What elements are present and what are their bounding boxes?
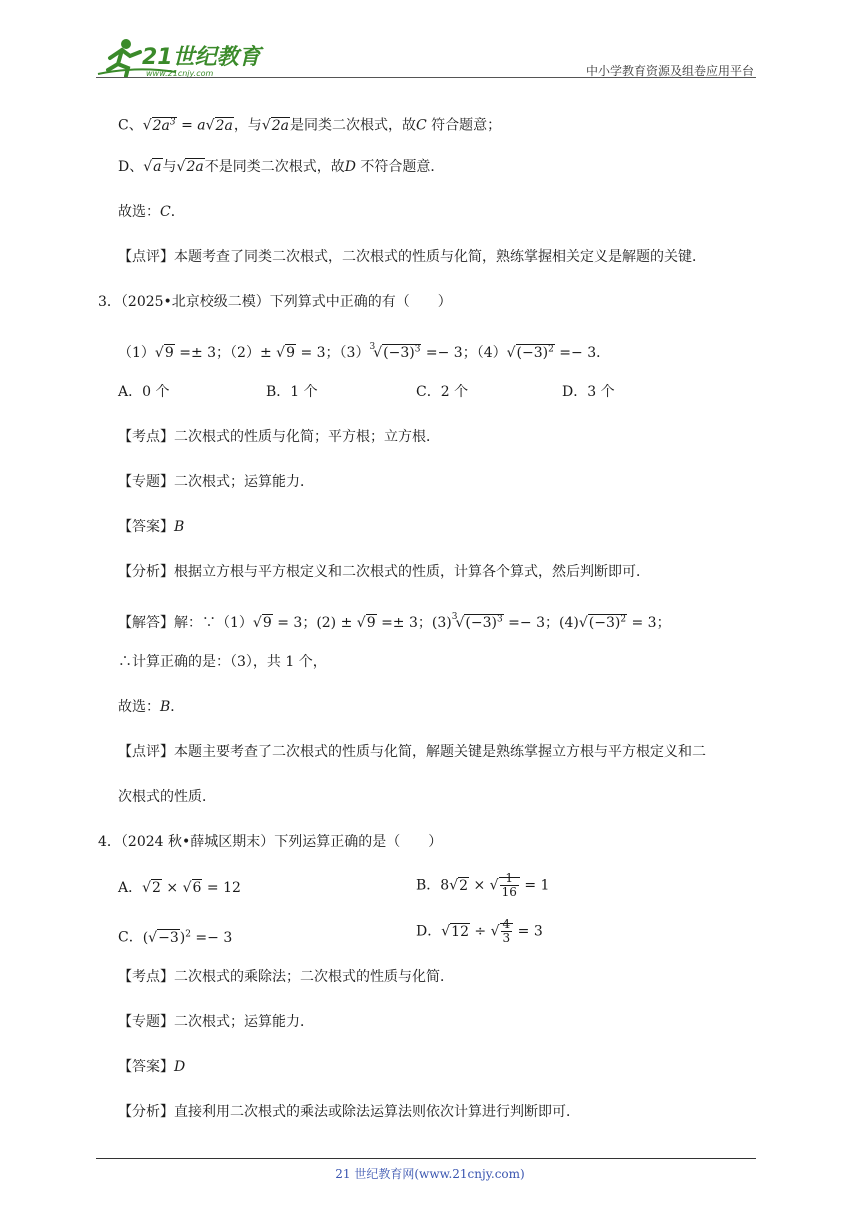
question-4-title: 4．（2024 秋•薛城区期末）下列运算正确的是（ ） [98, 834, 443, 850]
site-logo[interactable] [96, 36, 266, 80]
question-3-title: 3．（2025•北京校级二模）下列算式中正确的有（ ） [98, 294, 452, 310]
header-divider [96, 77, 756, 78]
comment-text-continued: 次根式的性质． [118, 789, 216, 805]
svg-text:21世纪教育: 21世纪教育 [142, 45, 261, 70]
analysis: 【分析】根据立方根与平方根定义和二次根式的性质，计算各个算式，然后判断即可． [118, 564, 650, 580]
answer: 【答案】D [118, 1059, 186, 1075]
question-3-items: （1）√9 =± 3；（2）± √9 = 3；$(3)^3√(-3)^3 =- 3$；$(4)√(-3)^2 =- 3$． [118, 342, 611, 361]
knowledge-point: 【考点】二次根式的性质与化简；平方根；立方根． [118, 429, 440, 445]
option-d: D．√12 ÷ √ $\frac{4}{3}$ = 3 [416, 917, 543, 945]
svg-text:www.21cnjy.com: www.21cnjy.com [146, 69, 214, 78]
choice-line: 故选：B． [118, 699, 185, 715]
comment-text: 【点评】本题主要考查了二次根式的性质与化简，解题关键是熟练掌握立方根与平方根定义和二 [118, 744, 706, 760]
option-b: B．8√2 × √ $\frac{1}{16}$ = 1 [416, 871, 550, 899]
analysis: 【分析】直接利用二次根式的乘法或除法运算法则依次计算进行判断即可． [118, 1104, 580, 1120]
comment-text: 【点评】本题考查了同类二次根式，二次根式的性质与化简，熟练掌握相关定义是解题的关键． [118, 249, 706, 265]
option-a: A．0 个 [118, 384, 170, 400]
math-expression: $√2a^3 = a√2a$ [142, 117, 233, 134]
option-d-explanation: D、√a与√2a不是同类二次根式，故D 不符合题意． [118, 159, 445, 175]
option-b: B．1 个 [266, 384, 318, 400]
choice-line: 故选：C． [118, 204, 185, 220]
platform-name: 中小学教育资源及组卷应用平台 [585, 64, 754, 78]
topic: 【专题】二次根式；运算能力． [118, 474, 314, 490]
footer-divider [96, 1158, 756, 1159]
solution: 【解答】解：∵（1）√9 = 3；(2) ± √9 =± 3；$(3)^3√(-3)^3 =- 3$；$(4)√(-3)^2 = 3$； [118, 612, 671, 631]
option-c: C．2 个 [416, 384, 469, 400]
option-c-explanation: C、$√2a^3 = a√2a$，与√2a是同类二次根式，故C 符合题意； [118, 117, 502, 134]
option-c: C．$(√-3)^2 =- 3$ [118, 929, 233, 946]
knowledge-point: 【考点】二次根式的乘除法；二次根式的性质与化简． [118, 969, 454, 985]
solution-result: ∴计算正确的是：（3），共 1 个， [118, 654, 327, 670]
answer: 【答案】B [118, 519, 185, 535]
runner-icon [96, 36, 266, 80]
topic: 【专题】二次根式；运算能力． [118, 1014, 314, 1030]
option-d: D．3 个 [562, 384, 615, 400]
option-a: A．√2 × √6 = 12 [118, 880, 241, 896]
footer-link[interactable]: 21 世纪教育网(www.21cnjy.com) [335, 1167, 525, 1181]
